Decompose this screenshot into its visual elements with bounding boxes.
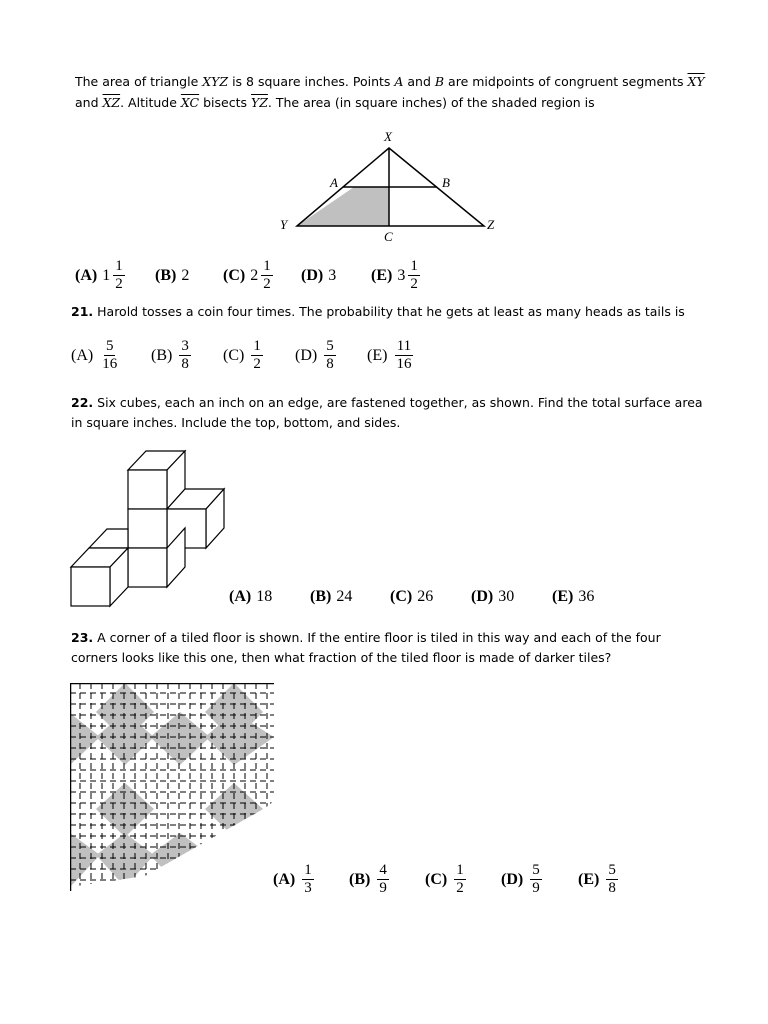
label-y: Y [280,217,288,232]
tiled-floor-figure [70,683,274,891]
choice-whole: 3 [397,266,406,284]
q22-choice-d[interactable] [471,588,552,606]
numerator: 1 [456,862,464,878]
denominator: 8 [181,356,189,372]
denominator: 2 [253,356,261,372]
denominator: 9 [379,880,387,896]
choice-value: 36 [578,588,595,605]
choice-fraction [408,258,420,293]
q20-choice-e[interactable] [371,258,420,293]
numerator: 1 [410,258,418,274]
q21-choice-c[interactable] [223,338,295,373]
question-text: Six cubes, each an inch on an edge, are fastened together, as shown. Find the total surface area [93,395,703,410]
numerator: 1 [253,338,261,354]
segment-yz: $\overline{YZ}$ [250,95,268,110]
choice-label: (C) [223,346,245,364]
choice-label: (A) [71,346,94,364]
choice-label: (C) [425,870,448,888]
choice-label: (D) [301,266,324,284]
denominator: 2 [410,276,418,292]
point-b: B [434,74,445,89]
q20-choice-d[interactable] [301,267,371,285]
choice-label: (E) [367,346,388,364]
choice-label: (D) [471,588,494,605]
q20-text: and [75,95,103,110]
q23-choice-a[interactable] [273,862,349,897]
q23-choice-e[interactable] [578,862,618,897]
label-c: C [384,229,393,244]
choice-value: 3 [328,266,337,284]
question-number: 23. [71,630,94,645]
numerator: 5 [608,862,616,878]
numerator: 1 [115,258,123,274]
denominator: 2 [456,880,464,896]
q22-choice-b[interactable] [310,588,390,606]
choice-value: 18 [256,588,273,605]
denominator: 8 [608,880,616,896]
choice-label: (B) [310,588,332,605]
q23-choice-c[interactable] [425,862,501,897]
choice-label: (E) [552,588,574,605]
choice-label: (B) [151,346,173,364]
denominator: 2 [263,276,271,292]
q20-text: and [403,74,435,89]
q20-choices [75,258,420,293]
q21-choice-d[interactable] [295,338,367,373]
q20-choice-a[interactable] [75,258,155,293]
choice-value: 30 [498,588,515,605]
q21-text [71,302,685,322]
point-a: A [394,74,404,89]
choice-label: (C) [223,266,246,284]
q23-choice-d[interactable] [501,862,578,897]
choice-fraction [324,338,336,373]
q23-choices [273,862,618,897]
choice-fraction [302,862,314,897]
q20-text-line-2 [75,93,595,113]
choice-fraction [394,338,413,373]
choice-label: (E) [371,266,393,284]
choice-value: 2 [181,266,190,284]
q22-choices [229,588,594,606]
label-a: A [330,175,338,190]
choice-fraction [179,338,191,373]
choice-whole: 1 [102,266,111,284]
choice-label: (E) [578,870,600,888]
choice-label: (B) [155,266,177,284]
choice-label: (A) [273,870,296,888]
choice-value: 26 [417,588,434,605]
question-text: corners looks like this one, then what fraction of the tiled floor is made of darker tiles? [71,650,612,665]
q20-text-line-1 [75,72,705,92]
denominator: 2 [115,276,123,292]
choice-fraction [261,258,273,293]
q20-text: . The area (in square inches) of the shaded region is [267,95,595,110]
q22-text-line-1 [71,393,703,413]
choice-fraction [100,338,119,373]
numerator: 5 [532,862,540,878]
q20-text: bisects [199,95,251,110]
denominator: 8 [326,356,334,372]
question-text: in square inches. Include the top, bottom, and sides. [71,415,401,430]
q20-choice-c[interactable] [223,258,301,293]
choice-fraction [113,258,125,293]
question-text: A corner of a tiled floor is shown. If the entire floor is tiled in this way and each of the four [93,630,661,645]
segment-xy: $\overline{XY}$ [687,74,705,89]
choice-fraction [530,862,542,897]
choice-fraction [454,862,466,897]
q23-text-line-1 [71,628,661,648]
numerator: 5 [105,338,114,354]
choice-fraction [377,862,389,897]
q22-choice-e[interactable] [552,588,594,606]
dark-tiles [70,683,274,887]
q20-text: The area of triangle [75,74,203,89]
choice-value: 24 [336,588,353,605]
q22-text-line-2 [71,413,400,433]
choice-label: (A) [75,266,98,284]
label-x: X [384,129,392,144]
segment-xc: $\overline{XC}$ [180,95,200,110]
choice-label: (D) [501,870,524,888]
q23-text-line-2 [71,648,611,668]
q20-choice-b[interactable] [155,267,223,285]
segment-xz: $\overline{XZ}$ [102,95,121,110]
numerator: 11 [396,338,412,354]
q20-text: . Altitude [120,95,181,110]
choice-fraction [251,338,263,373]
denominator: 16 [102,356,118,372]
label-b: B [442,175,450,190]
q20-text: is 8 square inches. Points [228,74,395,89]
q21-choices [71,338,413,373]
denominator: 16 [396,356,412,372]
numerator: 5 [326,338,334,354]
denominator: 9 [532,880,540,896]
triangle-figure [270,125,510,250]
q20-text: are midpoints of congruent segments [444,74,688,89]
choice-whole: 2 [250,266,259,284]
label-z: Z [487,217,495,232]
numerator: 4 [379,862,387,878]
q21-choice-a[interactable] [71,338,151,373]
choice-label: (C) [390,588,413,605]
numerator: 3 [181,338,189,354]
numerator: 1 [263,258,271,274]
triangle-name: XYZ [202,74,229,89]
question-number: 22. [71,395,94,410]
denominator: 3 [304,880,312,896]
q22-choice-a[interactable] [229,588,310,606]
q22-choice-c[interactable] [390,588,471,606]
question-text: Harold tosses a coin four times. The probability that he gets at least as many heads as tails is [93,304,685,319]
q23-choice-b[interactable] [349,862,425,897]
choice-label: (B) [349,870,371,888]
question-number: 21. [71,304,94,319]
cubes-figure [68,445,228,611]
shaded-region [297,187,389,226]
q21-choice-e[interactable] [367,338,413,373]
choice-label: (D) [295,346,318,364]
numerator: 1 [304,862,312,878]
q21-choice-b[interactable] [151,338,223,373]
choice-label: (A) [229,588,252,605]
choice-fraction [606,862,618,897]
